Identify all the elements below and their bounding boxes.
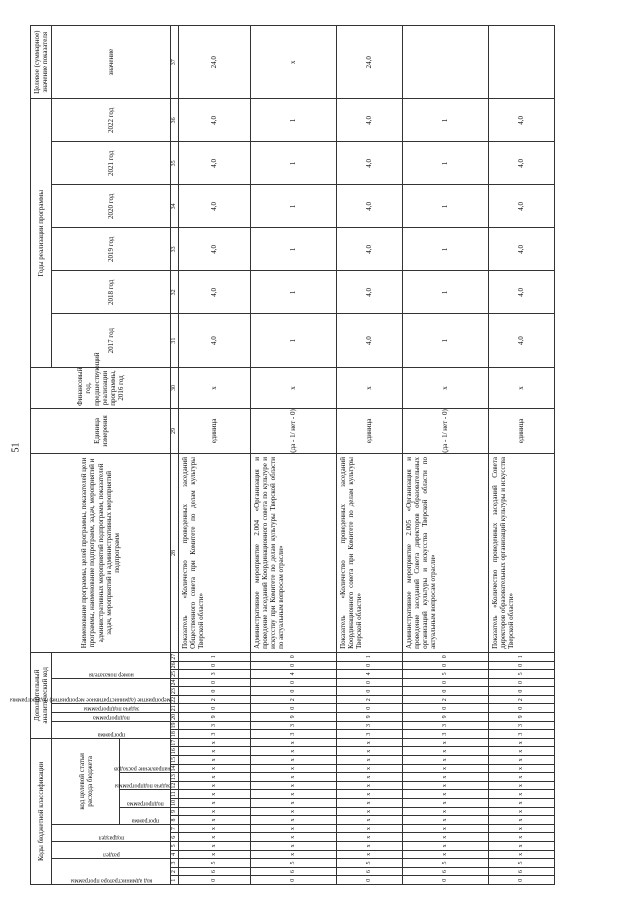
row-year-value: 4,0 — [178, 99, 250, 142]
code-cell: 3 — [178, 670, 250, 679]
code-cell: х — [336, 816, 402, 825]
column-number: 11 — [171, 791, 178, 798]
code-cell: х — [488, 781, 554, 790]
column-number: 27 — [171, 653, 178, 660]
row-year-value: 1 — [250, 142, 336, 185]
code-cell: 9 — [178, 713, 250, 722]
column-number: 19 — [171, 722, 178, 729]
code-cell: 3 — [250, 730, 336, 739]
code-cell: 5 — [488, 670, 554, 679]
header-target-value: Целевое (суммарное) значение показателя — [31, 26, 52, 99]
column-number-row — [171, 26, 179, 885]
code-cell: х — [402, 773, 488, 782]
code-cell: 6 — [178, 867, 250, 876]
column-number: 22 — [171, 696, 178, 703]
code-cell: 0 — [250, 652, 336, 661]
row-year-value: 4,0 — [488, 314, 554, 368]
code-cell: х — [178, 833, 250, 842]
code-cell: х — [250, 747, 336, 756]
column-number: 10 — [171, 799, 178, 806]
code-cell: х — [250, 833, 336, 842]
code-cell: х — [488, 764, 554, 773]
row-target — [402, 26, 488, 99]
code-cell: х — [178, 816, 250, 825]
code-cell: 0 — [336, 661, 402, 670]
row-name: Показатель «Количество проведенных заседаний Совета директоров образовательных организаций культуры и искусства Тверской области» — [488, 454, 554, 653]
code-cell: х — [488, 824, 554, 833]
code-cell: 3 — [336, 721, 402, 730]
code-cell: 9 — [336, 713, 402, 722]
code-cell: х — [178, 781, 250, 790]
code-cell: х — [250, 773, 336, 782]
column-number: 9 — [171, 807, 179, 816]
code-cell: х — [402, 842, 488, 851]
code-cell: х — [178, 756, 250, 765]
code-cell: 0 — [402, 661, 488, 670]
row-unit: (да - 1/ нет - 0) — [402, 408, 488, 453]
row-year-value: 1 — [250, 185, 336, 228]
row-year-value: 4,0 — [178, 314, 250, 368]
row-year-value: 1 — [402, 271, 488, 314]
row-target — [488, 26, 554, 99]
code-cell: 6 — [250, 867, 336, 876]
column-number: 18 — [171, 731, 178, 738]
code-cell: х — [336, 833, 402, 842]
code-cell: 0 — [336, 704, 402, 713]
column-number: 25 — [171, 670, 178, 677]
code-cell: х — [250, 790, 336, 799]
table-row — [488, 26, 554, 885]
code-cell: 0 — [336, 678, 402, 687]
code-cell: 0 — [250, 678, 336, 687]
code-cell: 6 — [488, 867, 554, 876]
row-target: 24,0 — [178, 26, 250, 99]
code-cell: х — [488, 756, 554, 765]
code-cell: х — [402, 764, 488, 773]
code-cell: 0 — [250, 704, 336, 713]
code-cell: х — [402, 747, 488, 756]
table-row — [178, 26, 250, 885]
header-unit: Единица измерения — [31, 408, 171, 453]
row-fin-year: х — [488, 368, 554, 409]
code-cell: х — [488, 790, 554, 799]
code-cell: х — [402, 807, 488, 816]
code-cell: 6 — [402, 867, 488, 876]
row-name: Административное мероприятие 2.005 «Организация и проведение заседаний Совета директоров образовательных организаций культуры и искусства Тверской области по актуальным вопросам отрасли» — [402, 454, 488, 653]
header-class-direction: направление расходов — [120, 738, 171, 772]
code-cell: х — [488, 807, 554, 816]
code-cell: х — [178, 850, 250, 859]
code-cell: 0 — [178, 687, 250, 696]
code-cell: х — [488, 747, 554, 756]
code-cell: х — [402, 756, 488, 765]
code-cell: 0 — [250, 876, 336, 885]
code-cell: 0 — [402, 704, 488, 713]
code-cell: х — [402, 833, 488, 842]
code-cell: 3 — [488, 730, 554, 739]
code-cell: 9 — [402, 713, 488, 722]
page-number: 51 — [10, 442, 22, 453]
column-number: 14 — [171, 765, 178, 772]
code-cell: х — [336, 807, 402, 816]
table-row — [402, 26, 488, 885]
code-cell: 1 — [488, 652, 554, 661]
row-year-value: 4,0 — [336, 99, 402, 142]
code-cell: 3 — [402, 730, 488, 739]
code-cell: х — [250, 764, 336, 773]
row-year-value: 4,0 — [488, 142, 554, 185]
code-cell: 5 — [250, 859, 336, 868]
code-cell: х — [402, 850, 488, 859]
column-number: 20 — [171, 713, 178, 720]
code-cell: х — [178, 799, 250, 808]
header-task-program: задача подпрограммы — [52, 704, 171, 713]
code-cell: 0 — [178, 678, 250, 687]
code-cell: х — [178, 842, 250, 851]
header-budget-codes: Коды бюджетной классификации — [31, 738, 52, 884]
code-cell: х — [336, 790, 402, 799]
row-year-value: 4,0 — [178, 142, 250, 185]
code-cell: 0 — [178, 876, 250, 885]
rotated-table-page — [9, 25, 622, 885]
row-year-value: 1 — [402, 228, 488, 271]
code-cell: х — [336, 781, 402, 790]
code-cell: х — [336, 824, 402, 833]
code-cell: х — [250, 799, 336, 808]
code-cell: 0 — [488, 876, 554, 885]
code-cell: 0 — [488, 661, 554, 670]
code-cell: х — [402, 824, 488, 833]
header-event-program: мероприятие (административное мероприятие) подпрограммы — [52, 678, 171, 704]
code-cell: 0 — [402, 652, 488, 661]
column-number: 29 — [171, 408, 179, 453]
header-value: значение — [52, 26, 171, 99]
code-cell: х — [488, 799, 554, 808]
header-2019: 2019 год — [52, 228, 171, 271]
code-cell: х — [178, 764, 250, 773]
code-cell: х — [250, 824, 336, 833]
code-cell: х — [336, 773, 402, 782]
table-row — [250, 26, 336, 885]
code-cell: х — [336, 850, 402, 859]
code-cell: х — [488, 773, 554, 782]
row-year-value: 4,0 — [336, 185, 402, 228]
row-year-value: 4,0 — [178, 271, 250, 314]
column-number: 7 — [171, 824, 179, 833]
row-year-value: 1 — [402, 314, 488, 368]
code-cell: 2 — [250, 695, 336, 704]
code-cell: 0 — [488, 687, 554, 696]
code-cell: 5 — [336, 859, 402, 868]
code-cell: х — [250, 850, 336, 859]
row-year-value: 4,0 — [488, 271, 554, 314]
row-target: х — [250, 26, 336, 99]
table-row — [336, 26, 402, 885]
column-number: 12 — [171, 782, 178, 789]
row-fin-year: х — [250, 368, 336, 409]
row-target: 24,0 — [336, 26, 402, 99]
code-cell: х — [402, 738, 488, 747]
code-cell: х — [250, 807, 336, 816]
code-cell: х — [178, 824, 250, 833]
column-number: 3 — [171, 859, 179, 868]
code-cell: 0 — [488, 678, 554, 687]
row-fin-year: х — [336, 368, 402, 409]
row-year-value: 1 — [250, 99, 336, 142]
code-cell: 3 — [178, 721, 250, 730]
row-fin-year: х — [402, 368, 488, 409]
row-year-value: 1 — [402, 142, 488, 185]
header-indicator-number: номер показателя — [52, 652, 171, 678]
column-number: 31 — [171, 314, 179, 368]
code-cell: х — [250, 781, 336, 790]
row-year-value: 4,0 — [488, 185, 554, 228]
code-cell: 4 — [250, 670, 336, 679]
code-cell: х — [402, 799, 488, 808]
code-cell: 4 — [336, 670, 402, 679]
row-year-value: 1 — [250, 228, 336, 271]
code-cell: х — [336, 738, 402, 747]
code-cell: 2 — [488, 695, 554, 704]
header-2021: 2021 год — [52, 142, 171, 185]
column-number: 4 — [171, 850, 179, 859]
column-number: 37 — [171, 26, 179, 99]
column-number: 26 — [171, 662, 178, 669]
code-cell: х — [336, 799, 402, 808]
code-cell: х — [402, 790, 488, 799]
code-cell: х — [250, 756, 336, 765]
row-year-value: 4,0 — [336, 271, 402, 314]
code-cell: х — [178, 773, 250, 782]
code-cell: х — [402, 781, 488, 790]
row-year-value: 4,0 — [336, 314, 402, 368]
code-cell: 5 — [402, 859, 488, 868]
code-cell: 0 — [336, 876, 402, 885]
header-section: раздел — [52, 842, 171, 859]
data-rows — [178, 26, 554, 885]
code-cell: х — [488, 816, 554, 825]
column-number: 28 — [171, 454, 179, 653]
row-year-value: 4,0 — [178, 228, 250, 271]
header-admin-code: код администратора программы — [52, 859, 171, 885]
row-unit: единица — [336, 408, 402, 453]
header-class-subprogram: подпрограмма — [120, 790, 171, 807]
code-cell: 0 — [178, 704, 250, 713]
header-subsection: подраздел — [52, 824, 171, 841]
code-cell: 5 — [402, 670, 488, 679]
row-name: Показатель «Количество проведенных заседаний Координационного совета при Комитете по делам культуры Тверской области» — [336, 454, 402, 653]
column-number: 24 — [171, 679, 178, 686]
row-year-value: 4,0 — [488, 228, 554, 271]
code-cell: 0 — [336, 687, 402, 696]
code-cell: х — [336, 756, 402, 765]
code-cell: 3 — [336, 730, 402, 739]
code-cell: 0 — [488, 704, 554, 713]
header-class-program: программа — [120, 807, 171, 824]
row-fin-year: х — [178, 368, 250, 409]
code-cell: 3 — [488, 721, 554, 730]
row-year-value: 1 — [402, 99, 488, 142]
column-number: 35 — [171, 142, 179, 185]
code-cell: 3 — [178, 730, 250, 739]
code-cell: 2 — [336, 695, 402, 704]
header-extra-codes: Дополнительный аналитический код — [31, 652, 52, 738]
header-2018: 2018 год — [52, 271, 171, 314]
column-number: 13 — [171, 774, 178, 781]
column-number: 32 — [171, 271, 179, 314]
header-subprogram: подпрограмма — [52, 713, 171, 722]
row-year-value: 1 — [402, 185, 488, 228]
code-cell: 5 — [178, 859, 250, 868]
code-cell: 2 — [178, 695, 250, 704]
column-number: 16 — [171, 748, 178, 755]
code-cell: х — [488, 850, 554, 859]
code-cell: 3 — [250, 721, 336, 730]
code-cell: 9 — [488, 713, 554, 722]
code-cell: х — [336, 842, 402, 851]
header-program: программа — [52, 721, 171, 738]
column-number: 8 — [171, 816, 179, 825]
code-cell: х — [488, 833, 554, 842]
column-number: 21 — [171, 705, 178, 712]
code-cell: х — [336, 764, 402, 773]
code-cell: х — [178, 790, 250, 799]
code-cell: 0 — [402, 876, 488, 885]
header-2017: 2017 год — [52, 314, 171, 368]
code-cell: х — [250, 842, 336, 851]
column-number: 5 — [171, 842, 179, 851]
row-name: Административное мероприятие 2.004 «Организация и проведение заседаний Координационного совета по культуре и искусству при Комитете по делам культуры Тверской области по актуальным вопросам отрасли» — [250, 454, 336, 653]
header-fin-year: Финансовый год, предшествующий реализации программы, 2016 год — [31, 368, 171, 409]
code-cell: 0 — [250, 661, 336, 670]
header-2020: 2020 год — [52, 185, 171, 228]
code-cell: х — [336, 747, 402, 756]
code-cell: 3 — [402, 721, 488, 730]
column-number: 33 — [171, 228, 179, 271]
row-year-value: 1 — [250, 314, 336, 368]
column-number: 2 — [171, 867, 179, 876]
column-number: 17 — [171, 739, 178, 746]
code-cell: х — [488, 842, 554, 851]
code-cell: 0 — [402, 678, 488, 687]
code-cell: х — [178, 807, 250, 816]
code-cell: х — [178, 738, 250, 747]
code-cell: 0 — [178, 661, 250, 670]
header-target-class: код целевой статьи расхода бюджета — [52, 738, 120, 824]
code-cell: х — [402, 816, 488, 825]
column-number: 6 — [171, 833, 179, 842]
row-year-value: 4,0 — [336, 228, 402, 271]
column-number: 15 — [171, 756, 178, 763]
column-number: 34 — [171, 185, 179, 228]
program-table — [9, 25, 555, 885]
code-cell: х — [250, 738, 336, 747]
header-years: Годы реализации программы — [31, 99, 52, 368]
column-number: 30 — [171, 368, 179, 409]
row-year-value: 4,0 — [336, 142, 402, 185]
row-unit: (да - 1/ нет - 0) — [250, 408, 336, 453]
column-number: 23 — [171, 688, 178, 695]
code-cell: 1 — [178, 652, 250, 661]
column-number: 1 — [171, 876, 179, 885]
header-class-task: задача подпрограммы — [120, 773, 171, 790]
row-year-value: 4,0 — [488, 99, 554, 142]
code-cell: х — [488, 738, 554, 747]
code-cell: 0 — [402, 687, 488, 696]
code-cell: 5 — [488, 859, 554, 868]
row-unit: единица — [178, 408, 250, 453]
header-2022: 2022 год — [52, 99, 171, 142]
code-cell: х — [250, 816, 336, 825]
column-number: 36 — [171, 99, 179, 142]
row-unit: единица — [488, 408, 554, 453]
row-year-value: 4,0 — [178, 185, 250, 228]
header-name: Наименование программы, целей программы, показателей цели программы, наименование подпрограмм, задач, мероприятий и административных мероприятий подпрограмм, показателей задач, мероприятий и административных мероприятий подпрограмм — [31, 454, 171, 653]
row-name: Показатель «Количество проведенных заседаний Общественного совета при Комитете по делам культуры Тверской области» — [178, 454, 250, 653]
code-cell: х — [178, 747, 250, 756]
code-cell: 9 — [250, 713, 336, 722]
row-year-value: 1 — [250, 271, 336, 314]
code-cell: 2 — [402, 695, 488, 704]
code-cell: 0 — [250, 687, 336, 696]
code-cell: 6 — [336, 867, 402, 876]
code-cell: 1 — [336, 652, 402, 661]
